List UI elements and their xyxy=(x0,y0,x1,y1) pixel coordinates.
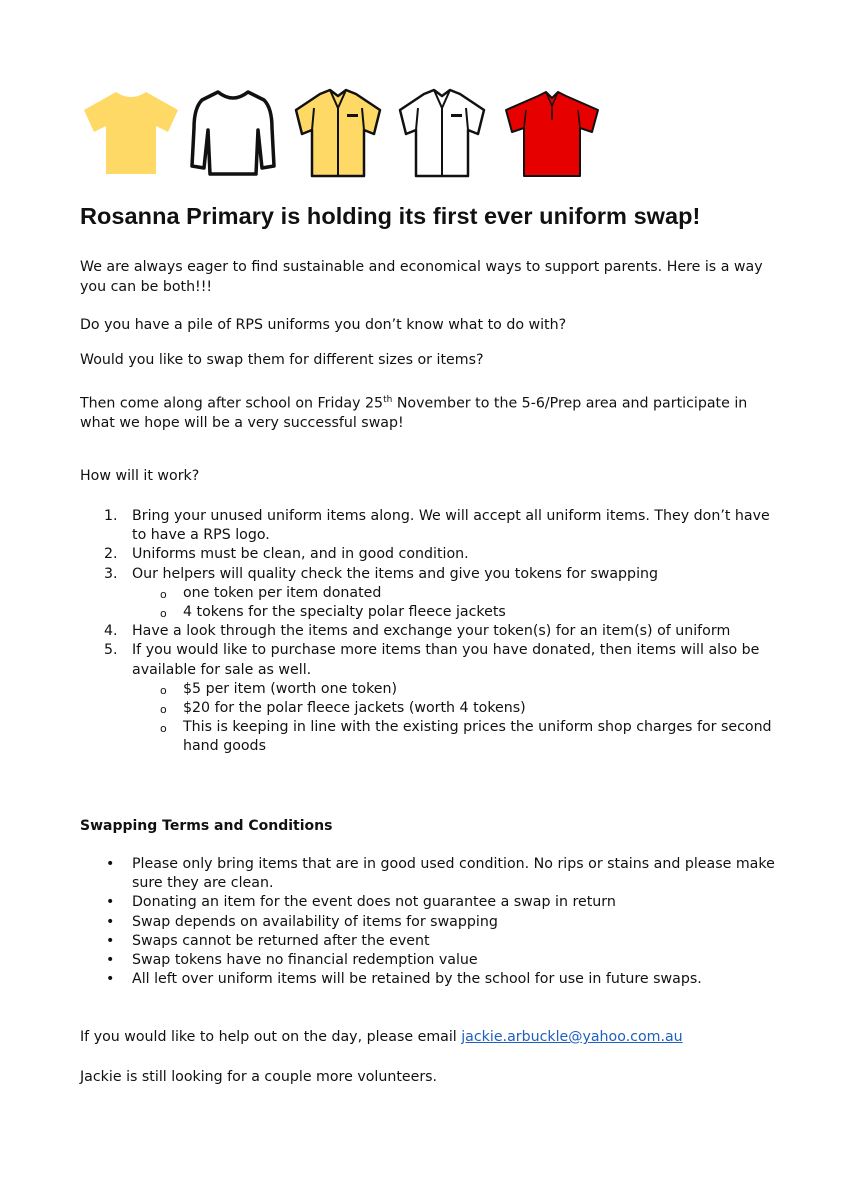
term-text: Swap depends on availability of items for swapping xyxy=(132,913,498,930)
bullet-icon: • xyxy=(106,971,115,988)
bullet-icon: • xyxy=(106,894,115,911)
step-text: Uniforms must be clean, and in good condition. xyxy=(132,546,469,563)
white-shirt-icon xyxy=(394,88,489,180)
term-text: Swaps cannot be returned after the event xyxy=(132,932,430,949)
clothing-icons xyxy=(80,88,610,180)
step-text: Have a look through the items and exchange your token(s) for an item(s) of uniform xyxy=(132,623,731,640)
term-text: Please only bring items that are in good used condition. No rips or stains and please make sure they are clean. xyxy=(132,856,775,892)
sub-item-text: This is keeping in line with the existing prices the uniform shop charges for second hand goods xyxy=(183,719,772,755)
term-text: Donating an item for the event does not guarantee a swap in return xyxy=(132,894,616,911)
intro-paragraph-3: Would you like to swap them for different sizes or items? xyxy=(80,352,484,368)
step-number: 2. xyxy=(104,546,118,563)
terms-heading: Swapping Terms and Conditions xyxy=(80,818,333,834)
bullet-icon: • xyxy=(106,913,115,930)
sub-list-item xyxy=(80,680,780,699)
bullet-icon: • xyxy=(106,932,115,949)
intro-paragraph-2: Do you have a pile of RPS uniforms you don’t know what to do with? xyxy=(80,317,567,333)
step-number: 5. xyxy=(104,642,118,659)
email-link[interactable]: jackie.arbuckle@yahoo.com.au xyxy=(461,1029,683,1045)
term-text: Swap tokens have no financial redemption value xyxy=(132,952,478,969)
date-text: Then come along after school on Friday 25 xyxy=(80,395,384,412)
sub-item-text: one token per item donated xyxy=(183,584,382,601)
sub-list-item xyxy=(80,718,780,756)
red-polo-icon xyxy=(502,88,602,180)
bullet-icon: • xyxy=(106,856,115,872)
list-item xyxy=(80,855,780,893)
sub-bullet: o xyxy=(160,607,167,621)
list-item xyxy=(80,545,780,564)
sub-item-text: $20 for the polar fleece jackets (worth 4 tokens) xyxy=(183,700,526,717)
list-item xyxy=(80,951,780,970)
intro-paragraph-4 xyxy=(80,391,770,434)
sub-bullet: o xyxy=(160,703,167,717)
list-item xyxy=(80,565,780,584)
list-item xyxy=(80,507,780,545)
sub-list-item xyxy=(80,584,780,603)
location-text: November to the 5-6/Prep area and participate in what we hope will be a very successful swap! xyxy=(80,395,748,432)
list-item xyxy=(80,622,780,641)
yellow-tshirt-icon xyxy=(82,88,180,176)
sub-bullet: o xyxy=(160,683,167,697)
step-number: 4. xyxy=(104,623,118,640)
terms-list xyxy=(80,855,780,989)
step-text: If you would like to purchase more items than you have donated, then items will also be available for sale as well. xyxy=(132,642,760,678)
sub-list-item xyxy=(80,699,780,718)
date-suffix: th xyxy=(383,395,393,405)
yellow-shirt-icon xyxy=(290,88,385,180)
steps-list xyxy=(80,507,780,757)
help-paragraph xyxy=(80,1028,770,1048)
step-number: 1. xyxy=(104,508,118,524)
term-text: All left over uniform items will be retained by the school for use in future swaps. xyxy=(132,971,702,988)
step-number: 3. xyxy=(104,565,118,582)
list-item xyxy=(80,893,780,912)
list-item xyxy=(80,913,780,932)
step-text: Our helpers will quality check the items and give you tokens for swapping xyxy=(132,565,659,582)
list-item xyxy=(80,641,780,679)
white-longsleeve-icon xyxy=(188,88,278,178)
sub-bullet: o xyxy=(160,587,167,601)
sub-item-text: $5 per item (worth one token) xyxy=(183,680,398,697)
how-heading: How will it work? xyxy=(80,468,200,484)
intro-paragraph-1: We are always eager to find sustainable and economical ways to support parents. Here is a way you can be both!!! xyxy=(80,259,763,295)
bullet-icon: • xyxy=(106,952,115,969)
step-text: Bring your unused uniform items along. We will accept all uniform items. They don’t have to have a RPS logo. xyxy=(132,508,770,544)
closing-paragraph: Jackie is still looking for a couple more volunteers. xyxy=(80,1069,438,1085)
list-item xyxy=(80,932,780,951)
list-item xyxy=(80,970,780,989)
sub-list-item xyxy=(80,603,780,622)
help-text: If you would like to help out on the day, please email xyxy=(80,1029,462,1045)
sub-bullet: o xyxy=(160,722,167,736)
page-title: Rosanna Primary is holding its first ever uniform swap! xyxy=(80,203,701,229)
sub-item-text: 4 tokens for the specialty polar fleece jackets xyxy=(183,604,506,621)
